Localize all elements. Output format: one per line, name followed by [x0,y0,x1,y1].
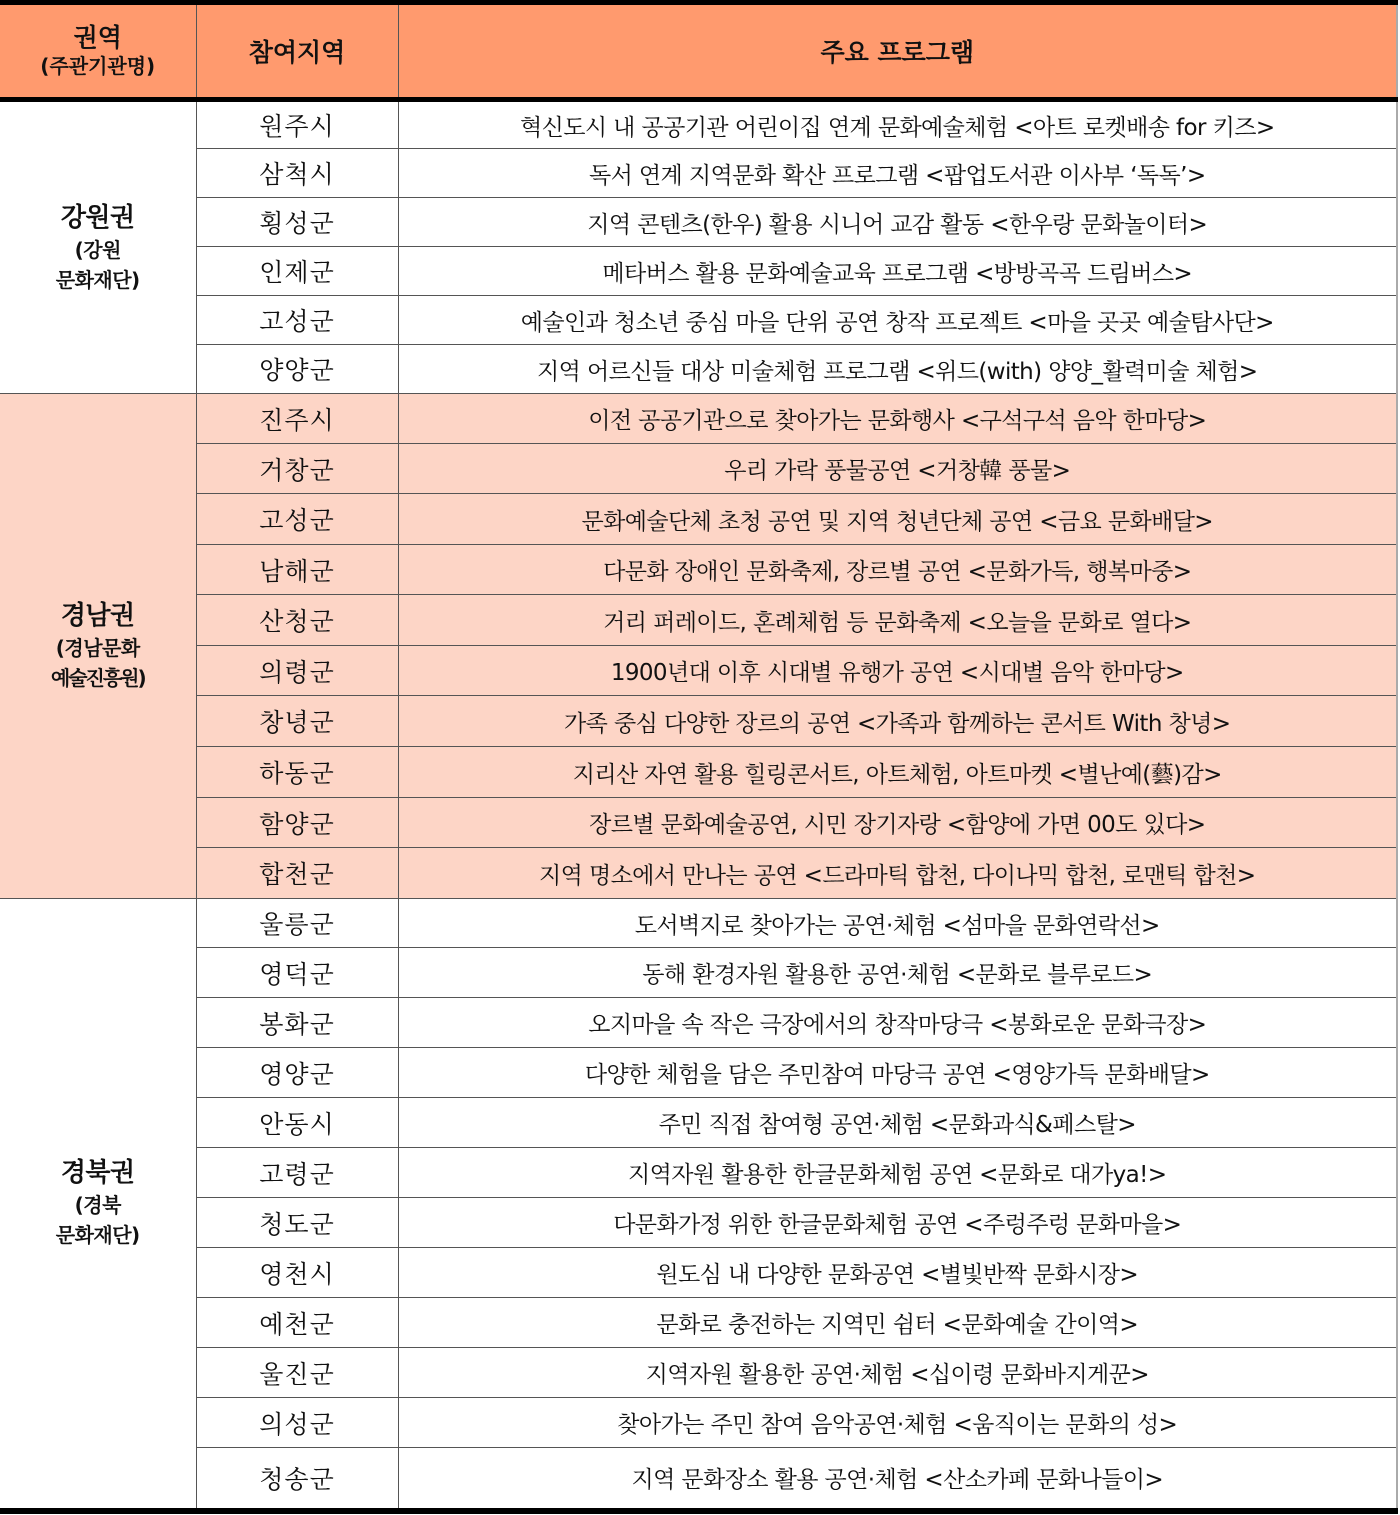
area-cell: 의성군 [196,1398,398,1448]
area-cell: 봉화군 [196,998,398,1048]
area-cell: 울릉군 [196,899,398,948]
area-cell: 고성군 [196,494,398,545]
program-cell: 도서벽지로 찾아가는 공연·체험 <섬마을 문화연락선> [398,899,1397,948]
area-cell: 거창군 [196,444,398,494]
area-cell: 남해군 [196,545,398,595]
area-cell: 울진군 [196,1348,398,1398]
area-cell: 횡성군 [196,198,398,247]
area-cell: 하동군 [196,747,398,798]
area-cell: 의령군 [196,646,398,696]
program-cell: 문화로 충전하는 지역민 쉼터 <문화예술 간이역> [398,1298,1397,1348]
table-row [0,296,1397,345]
area-cell: 청도군 [196,1198,398,1248]
table-row [0,1098,1397,1148]
region-name: 경남권 [60,601,135,631]
table-row [0,1198,1397,1248]
table-row [0,747,1397,798]
area-cell: 인제군 [196,247,398,296]
area-cell: 예천군 [196,1298,398,1348]
area-cell: 고성군 [196,296,398,345]
program-cell: 원도심 내 다양한 문화공연 <별빛반짝 문화시장> [398,1248,1397,1298]
area-cell: 함양군 [196,798,398,848]
program-cell: 지역자원 활용한 한글문화체험 공연 <문화로 대가ya!> [398,1148,1397,1198]
table-row [0,1048,1397,1098]
table-row [0,1348,1397,1398]
group-gyeongbuk [0,899,1397,1511]
header-region-label: 권역 [73,23,122,52]
region-org-line2: 문화재단) [55,267,140,292]
table-row [0,848,1397,899]
header-program: 주요 프로그램 [398,3,1397,100]
table-row [0,595,1397,646]
region-name: 경북권 [60,1158,135,1189]
program-cell: 독서 연계 지역문화 확산 프로그램 <팝업도서관 이사부 ‘독독’> [398,149,1397,198]
region-org-line2: 문화재단) [55,1223,140,1248]
table-row [0,394,1397,444]
region-cell [0,899,196,1511]
table-row [0,646,1397,696]
area-cell: 창녕군 [196,696,398,747]
header-region-sublabel: (주관기관명) [40,54,156,78]
program-cell: 거리 퍼레이드, 혼례체험 등 문화축제 <오늘을 문화로 열다> [398,595,1397,646]
program-cell: 오지마을 속 작은 극장에서의 창작마당극 <봉화로운 문화극장> [398,998,1397,1048]
table-row [0,998,1397,1048]
area-cell: 원주시 [196,100,398,149]
table-row [0,444,1397,494]
area-cell: 양양군 [196,345,398,394]
program-cell: 다문화가정 위한 한글문화체험 공연 <주렁주렁 문화마을> [398,1198,1397,1248]
program-cell: 동해 환경자원 활용한 공연·체험 <문화로 블루로드> [398,948,1397,998]
region-org-line1: (경남문화 [55,636,140,660]
program-cell: 주민 직접 참여형 공연·체험 <문화과식&페스탈> [398,1098,1397,1148]
program-cell: 지리산 자연 활용 힐링콘서트, 아트체험, 아트마켓 <별난예(藝)감> [398,747,1397,798]
group-gyeongnam [0,394,1397,899]
region-org-line2: 예술진흥원) [50,666,145,690]
area-cell: 영양군 [196,1048,398,1098]
program-cell: 1900년대 이후 시대별 유행가 공연 <시대별 음악 한마당> [398,646,1397,696]
table-row [0,1398,1397,1448]
area-cell: 산청군 [196,595,398,646]
program-cell: 장르별 문화예술공연, 시민 장기자랑 <함양에 가면 00도 있다> [398,798,1397,848]
area-cell: 청송군 [196,1448,398,1511]
table-row [0,545,1397,595]
program-cell: 지역 어르신들 대상 미술체험 프로그램 <위드(with) 양양_활력미술 체험> [398,345,1397,394]
area-cell: 영천시 [196,1248,398,1298]
region-org-line1: (강원 [74,237,121,262]
program-cell: 찾아가는 주민 참여 음악공연·체험 <움직이는 문화의 성> [398,1398,1397,1448]
program-cell: 다문화 장애인 문화축제, 장르별 공연 <문화가득, 행복마중> [398,545,1397,595]
area-cell: 진주시 [196,394,398,444]
area-cell: 삼척시 [196,149,398,198]
table-row [0,494,1397,545]
header-area: 참여지역 [196,3,398,100]
region-cell [0,394,196,899]
header-row [0,3,1397,100]
program-cell: 혁신도시 내 공공기관 어린이집 연계 문화예술체험 <아트 로켓배송 for 키즈> [398,100,1397,149]
table-row [0,149,1397,198]
table-row [0,247,1397,296]
area-cell: 영덕군 [196,948,398,998]
table-row [0,100,1397,149]
program-cell: 다양한 체험을 담은 주민참여 마당극 공연 <영양가득 문화배달> [398,1048,1397,1098]
region-name: 강원권 [60,202,135,233]
program-cell: 지역 콘텐츠(한우) 활용 시니어 교감 활동 <한우랑 문화놀이터> [398,198,1397,247]
table-row [0,948,1397,998]
program-cell: 메타버스 활용 문화예술교육 프로그램 <방방곡곡 드림버스> [398,247,1397,296]
program-cell: 예술인과 청소년 중심 마을 단위 공연 창작 프로젝트 <마을 곳곳 예술탐사단> [398,296,1397,345]
table-row [0,1248,1397,1298]
table-row [0,899,1397,948]
area-cell: 합천군 [196,848,398,899]
program-cell: 문화예술단체 초청 공연 및 지역 청년단체 공연 <금요 문화배달> [398,494,1397,545]
group-gangwon [0,100,1397,394]
table-row [0,198,1397,247]
program-cell: 지역자원 활용한 공연·체험 <십이령 문화바지게꾼> [398,1348,1397,1398]
region-cell [0,100,196,394]
program-cell: 지역 문화장소 활용 공연·체험 <산소카페 문화나들이> [398,1448,1397,1511]
area-cell: 안동시 [196,1098,398,1148]
table-row [0,1148,1397,1198]
table-row [0,345,1397,394]
header-region [0,3,196,100]
table-row [0,798,1397,848]
program-cell: 이전 공공기관으로 찾아가는 문화행사 <구석구석 음악 한마당> [398,394,1397,444]
program-cell: 가족 중심 다양한 장르의 공연 <가족과 함께하는 콘서트 With 창녕> [398,696,1397,747]
region-org-line1: (경북 [74,1193,121,1218]
program-cell: 우리 가락 풍물공연 <거창韓 풍물> [398,444,1397,494]
table-row [0,1448,1397,1511]
program-cell: 지역 명소에서 만나는 공연 <드라마틱 합천, 다이나믹 합천, 로맨틱 합천> [398,848,1397,899]
table-row [0,1298,1397,1348]
table-row [0,696,1397,747]
area-cell: 고령군 [196,1148,398,1198]
